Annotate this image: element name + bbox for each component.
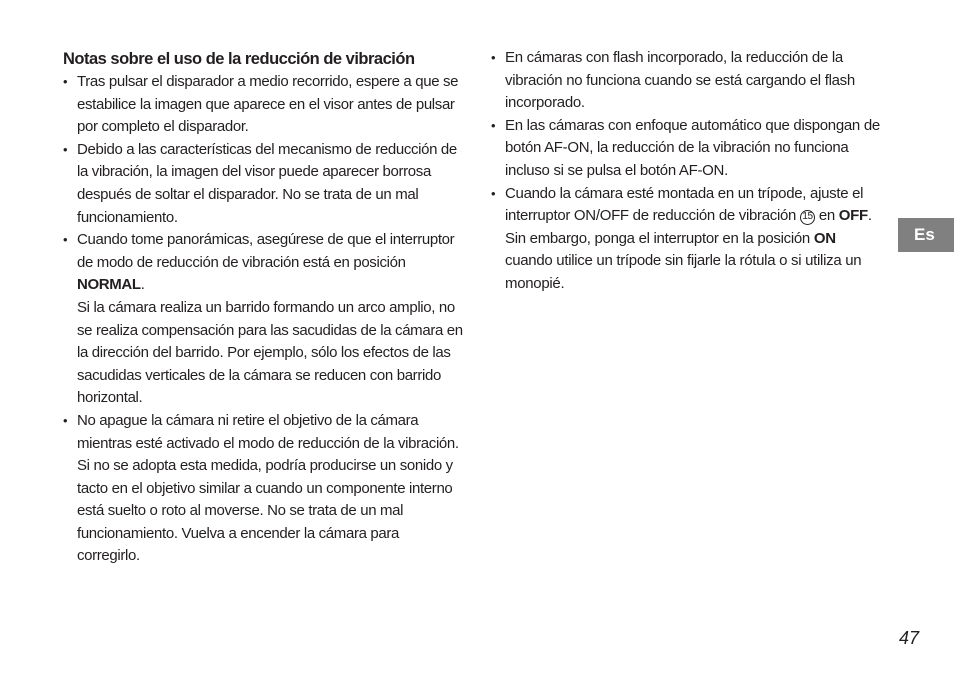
list-item	[63, 410, 463, 568]
list-item-text: En cámaras con flash incorporado, la reducción de la vibración no funciona cuando se está cargando el flash incorporado.	[505, 49, 855, 112]
bullet-icon: •	[63, 74, 68, 89]
list-item-text: Tras pulsar el disparador a medio recorrido, espere a que se estabilice la imagen que aparece en el visor antes de pulsar por completo el disparador.	[77, 73, 459, 136]
bullet-icon: •	[63, 232, 68, 248]
list-item-text: .	[140, 276, 145, 294]
right-column	[491, 47, 887, 296]
switch-on-label: ON	[813, 229, 836, 247]
language-tab: Es	[898, 218, 954, 252]
list-item-text: cuando utilice un trípode sin fijarle la rótula o si utiliza un monopié.	[505, 252, 862, 292]
list-item-text: en	[814, 207, 839, 225]
bullet-icon: •	[491, 50, 496, 65]
circled-reference-icon: 15	[800, 210, 815, 225]
list-item	[491, 47, 887, 115]
bullet-icon: •	[491, 117, 496, 133]
list-item-text: Debido a las características del mecanismo de reducción de la vibración, la imagen del visor puede aparecer borrosa después de soltar el disparador. No se trata de un mal funcionamiento.	[77, 140, 457, 226]
bullet-icon: •	[491, 185, 496, 201]
list-item	[63, 139, 463, 229]
switch-off-label: OFF	[838, 207, 868, 225]
mode-normal-label: NORMAL	[77, 276, 141, 294]
list-item	[491, 115, 887, 183]
bullet-icon: •	[63, 412, 68, 428]
bullet-icon: •	[63, 141, 68, 157]
list-item-text: No apague la cámara ni retire el objetivo de la cámara mientras esté activado el modo de reducción de la vibración. Si no se adopta esta medida, podría producirse un sonido y tacto en el objetivo similar a cuando un componente interno está suelto o roto al moverse. No se trata de un mal funcionamiento. Vuelva a encender la cámara para corregirlo.	[77, 411, 459, 565]
list-item	[491, 183, 887, 296]
list-item-text: Cuando la cámara esté montada en un trípode, ajuste el interruptor ON/OFF de reducción de vibración	[505, 184, 864, 225]
list-item-continuation: Si la cámara realiza un barrido formando un arco amplio, no se realiza compensación para las sacudidas de la cámara en la dirección del barrido. Por ejemplo, sólo los efectos de las sacudidas verticales de la cámara se reducen con barrido horizontal.	[77, 298, 463, 407]
list-item	[63, 229, 463, 410]
section-heading: Notas sobre el uso de la reducción de vibración	[63, 50, 415, 68]
list-item	[63, 71, 463, 139]
left-column	[63, 47, 463, 568]
right-bullet-list	[491, 47, 887, 296]
left-bullet-list	[63, 71, 463, 568]
page-number: 47	[899, 628, 920, 648]
list-item-text: . Sin embargo, ponga el interruptor en la posición	[505, 207, 872, 247]
list-item-text: En las cámaras con enfoque automático que dispongan de botón AF-ON, la reducción de la vibración no funciona incluso si se pulsa el botón AF-ON.	[505, 116, 880, 179]
list-item-text: Cuando tome panorámicas, asegúrese de que el interruptor de modo de reducción de vibración está en posición	[77, 231, 455, 271]
